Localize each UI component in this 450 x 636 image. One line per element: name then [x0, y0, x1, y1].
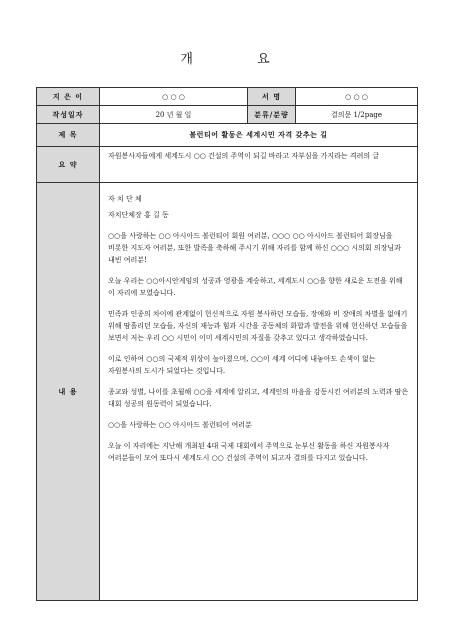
document-title: 개 요 [180, 52, 300, 67]
subject-value: 볼런티어 활동은 세계시민 자격 갖추는 길 [100, 124, 418, 147]
summary-form-table [36, 87, 418, 601]
subject-label: 제 목 [37, 124, 100, 147]
content-label: 내 용 [37, 183, 100, 601]
content-org: 자 치 단 체 [108, 195, 142, 203]
content-paragraph: 종교와 성별, 나이를 초월해 ○○을 세계에 알리고, 세계인의 마음을 감동시킨 여러분의 노력과 땀은 대회 성공의 원동력이 되었습니다. [108, 388, 409, 408]
category-label: 분류/분량 [248, 106, 296, 124]
content-body [100, 183, 418, 601]
sign-label: 서 명 [248, 88, 296, 106]
content-paragraph: 오늘 우리는 ○○아시안게임의 성공과 영광을 계승하고, 세계도시 ○○을 향한 새로운 도전을 위해 이 자리에 모였습니다. [108, 277, 403, 297]
content-paragraph: ○○을 사랑하는 ○○ 아시아드 볼런티어 여러분 [108, 421, 252, 429]
author-label: 지 은 이 [37, 88, 100, 106]
content-paragraph: 민족과 인종의 차이에 관계없이 헌신적으로 자원 봉사하던 모습들, 장애와 비 장애의 차별을 없애기 위해 땀흘리던 모습들, 자신의 재능과 힘과 시간을 공동체의 화합과 발전을 위해 헌신하던 모습들을 보면서 저는 우리 ○○ 시민이 이미 세계시민의 자질을 갖추고 있다고 생각하였습니다. [108, 310, 408, 342]
category-value: 결의문 1/2page [296, 106, 418, 124]
row-content [37, 183, 418, 601]
content-paragraph: 오늘 이 자리에는 지난해 개최된 4대 국제 대회에서 주역으로 눈부신 활동을 하신 자원봉사자 여러분들이 모여 또다시 세계도시 ○○ 건설의 주역이 되고자 결의를 다지고 있습니다. [108, 442, 390, 462]
summary-label: 요 약 [37, 147, 100, 183]
content-paragraph: 이로 인하여 ○○의 국제적 위상이 높아졌으며, ○○이 세계 어디에 내놓아도 손색이 없는 자원봉사의 도시가 되었다는 것입니다. [108, 355, 376, 375]
content-paragraph: ○○을 사랑하는 ○○ 아시아드 볼런티어 회원 여러분, ○○○ ○○ 아시아드 볼런티어 회장님을 비롯한 지도자 여러분, 또한 발족을 축하해 주시기 위해 자리를 함께 하신 ○○○ 시의회 의장님과 내빈 여러분! [108, 232, 401, 264]
author-value: ○ ○ ○ [100, 88, 248, 106]
row-subject [37, 124, 418, 147]
row-summary [37, 147, 418, 183]
summary-value: 자원봉사자들에게 세계도시 ○○ 건설의 주역이 되길 바라고 자부심을 가지라는 격려의 글 [100, 147, 418, 183]
date-value: 20 년 월 일 [100, 106, 248, 124]
row-date [37, 106, 418, 124]
row-author [37, 88, 418, 106]
sign-value: ○ ○ ○ [296, 88, 418, 106]
content-head: 자치단체장 홍 길 동 [108, 211, 169, 219]
date-label: 작성일자 [37, 106, 100, 124]
